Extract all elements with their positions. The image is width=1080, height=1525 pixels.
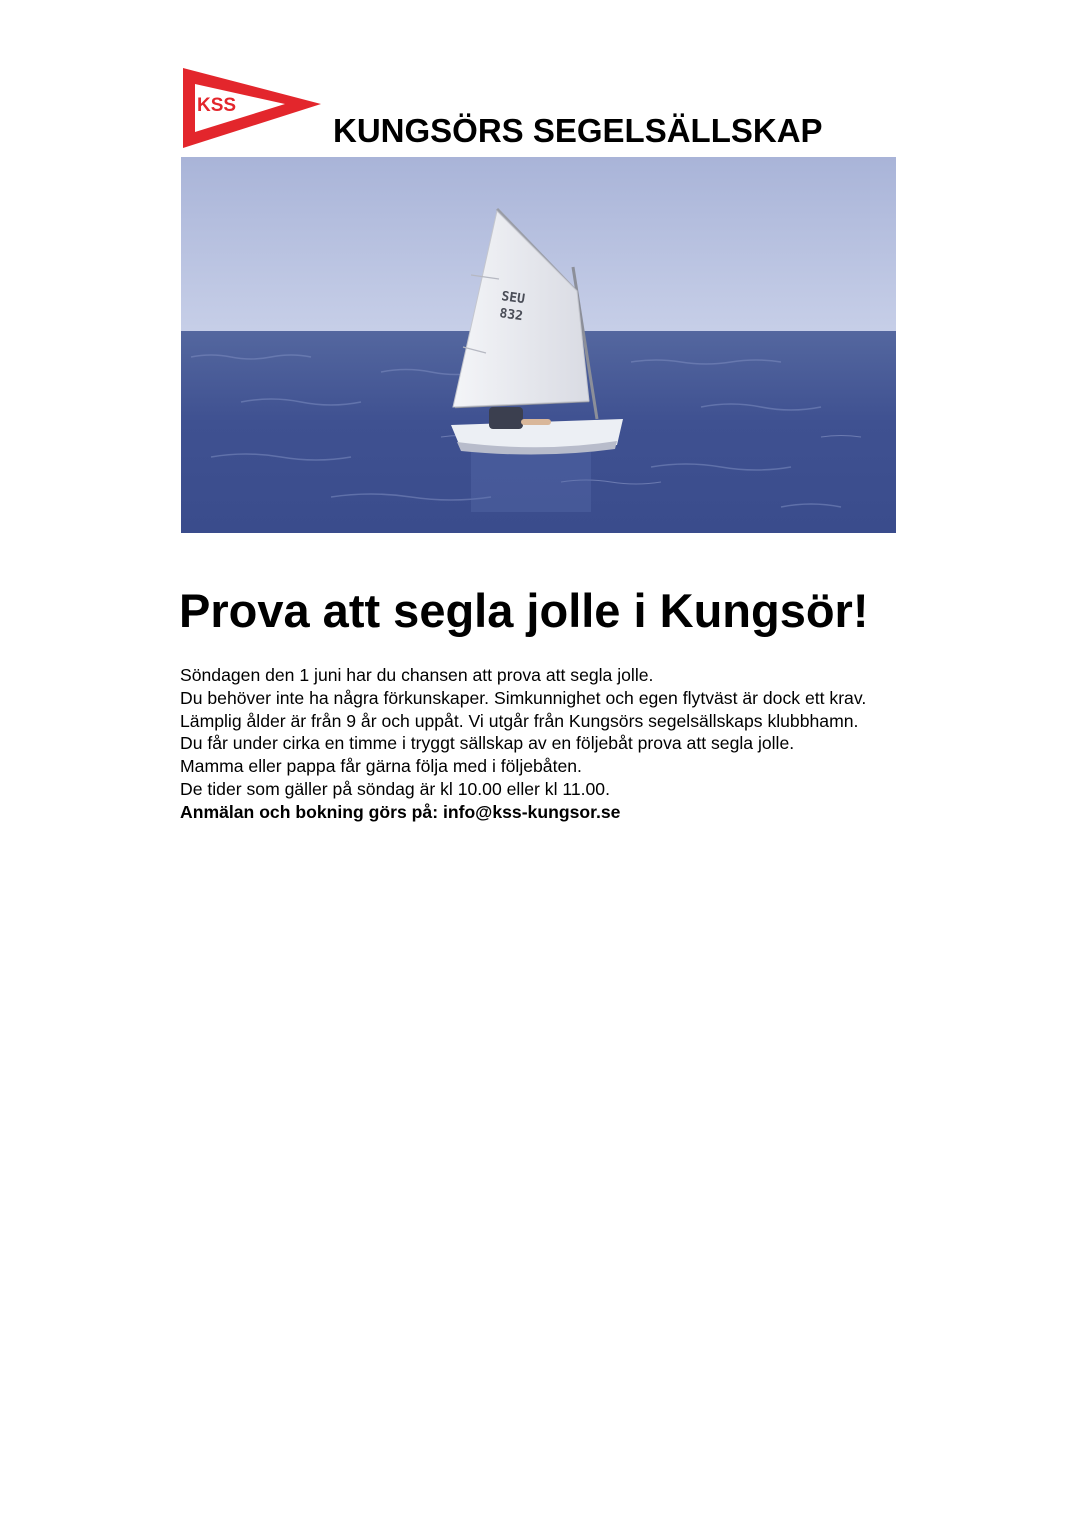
- paragraph-times: De tider som gäller på söndag är kl 10.00 eller kl 11.00.: [180, 778, 610, 799]
- paragraph-date: Söndagen den 1 juni har du chansen att prova att segla jolle.: [180, 665, 654, 685]
- club-logo: [181, 66, 325, 150]
- logo-text: KSS: [197, 95, 237, 116]
- paragraph-duration: Du får under cirka en timme i tryggt sällskap av en följebåt prova att segla jolle.: [180, 733, 795, 754]
- paragraph-requirements: Du behöver inte ha några förkunskaper. Simkunnighet och egen flytväst är dock ett krav. Lämplig ålder är från 9 år och uppåt. Vi utgår från Kungsörs segelsällskaps klubbhamn.: [180, 687, 867, 731]
- page-headline: Prova att segla jolle i Kungsör!: [179, 584, 869, 637]
- paragraph-parents: Mamma eller pappa får gärna följa med i följebåten.: [180, 756, 582, 777]
- club-name: KUNGSÖRS SEGELSÄLLSKAP: [333, 112, 823, 149]
- sail-number-line1: SEU: [500, 289, 526, 308]
- signup-info[interactable]: Anmälan och bokning görs på: info@kss-kungsor.se: [180, 801, 621, 822]
- sail-number-line2: 832: [498, 306, 524, 325]
- sailing-photo: [181, 157, 896, 533]
- event-description: [180, 664, 920, 824]
